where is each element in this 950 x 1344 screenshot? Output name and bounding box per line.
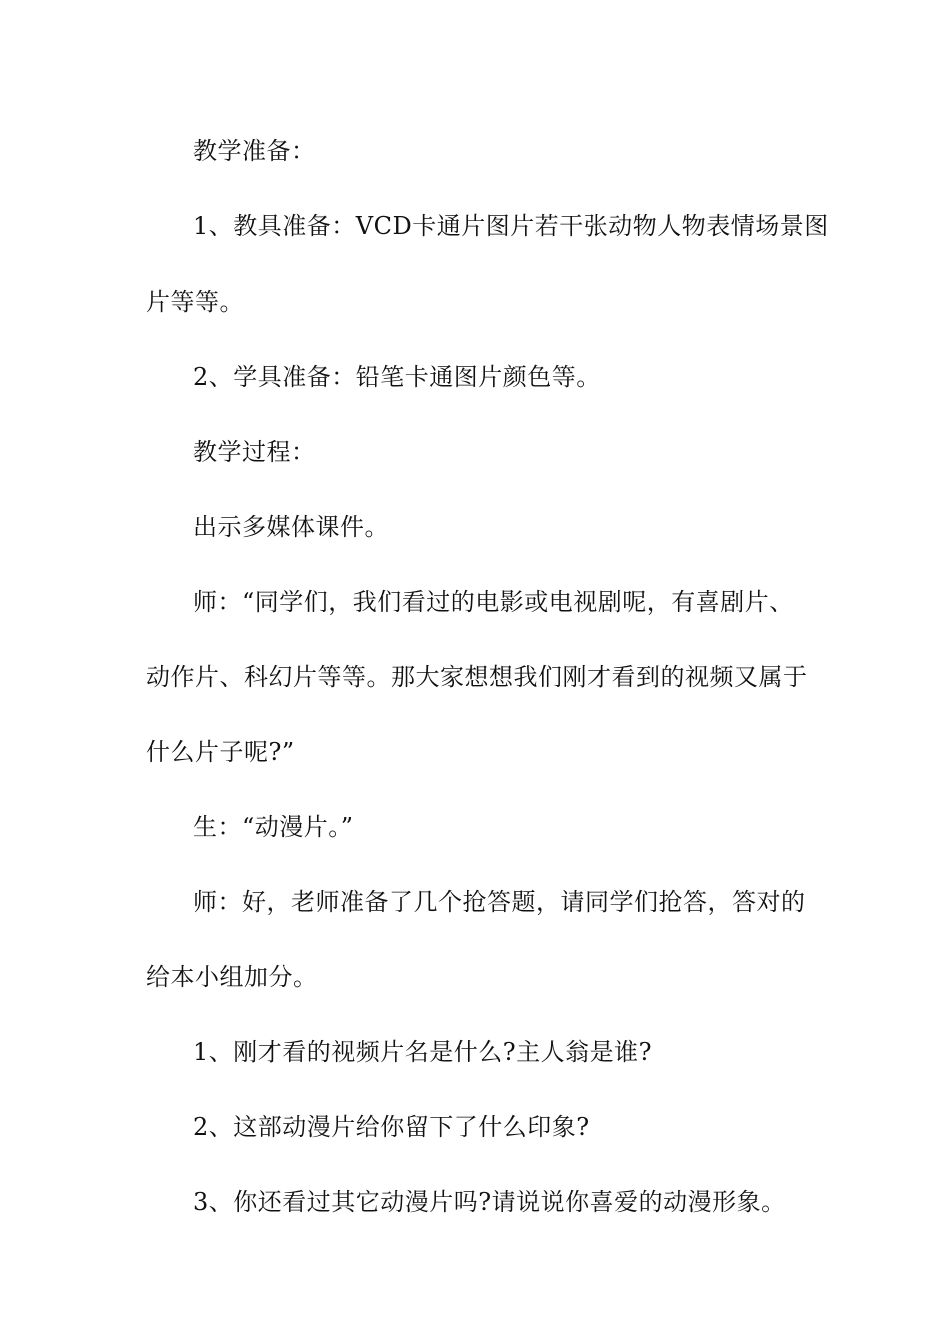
quiz-question-3: 3、你还看过其它动漫片吗?请说说你喜爱的动漫形象。 (193, 1188, 786, 1216)
quiz-question-1: 1、刚才看的视频片名是什么?主人翁是谁? (193, 1038, 653, 1066)
heading-teaching-process: 教学过程： (193, 438, 316, 466)
paragraph-teaching-aids: 1、教具准备：VCD卡通片图片若干张动物人物表情场景图 (193, 212, 829, 240)
paragraph-student-answer: 生：“动漫片。” (193, 813, 354, 841)
paragraph-teacher-quiz: 师：好，老师准备了几个抢答题，请同学们抢答，答对的 (193, 888, 806, 916)
heading-teaching-preparation: 教学准备： (193, 137, 316, 165)
paragraph-teaching-aids-continued: 片等等。 (146, 288, 244, 316)
paragraph-teacher-question-line-3: 什么片子呢?” (146, 738, 295, 766)
paragraph-teacher-question-line-2: 动作片、科幻片等等。那大家想想我们刚才看到的视频又属于 (146, 663, 808, 691)
paragraph-teacher-question: 师：“同学们，我们看过的电影或电视剧呢，有喜剧片、 (193, 588, 794, 616)
paragraph-teacher-quiz-continued: 给本小组加分。 (146, 963, 318, 991)
paragraph-show-courseware: 出示多媒体课件。 (193, 513, 389, 541)
quiz-question-2: 2、这部动漫片给你留下了什么印象? (193, 1113, 590, 1141)
paragraph-learning-aids: 2、学具准备：铅笔卡通图片颜色等。 (193, 363, 601, 391)
